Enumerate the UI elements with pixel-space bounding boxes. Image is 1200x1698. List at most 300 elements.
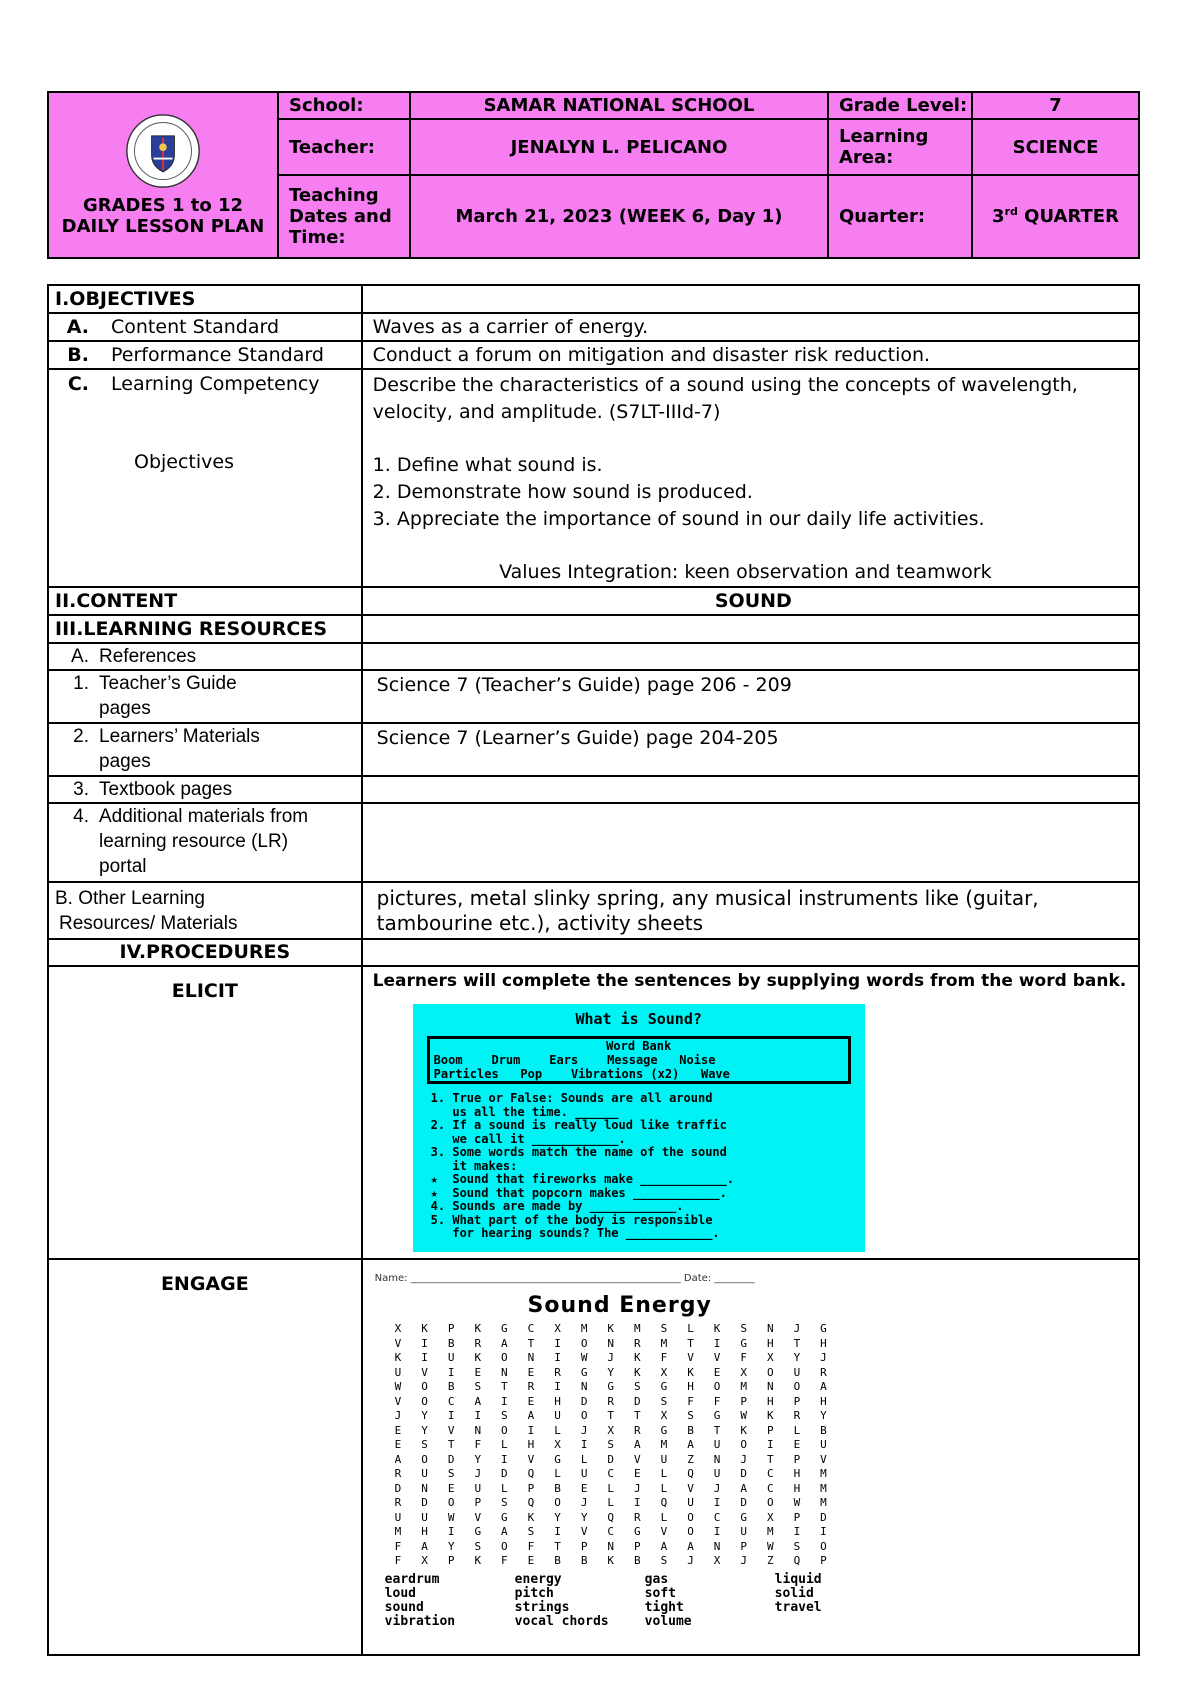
teachers-guide-value: Science 7 (Teacher’s Guide) page 206 - 209: [362, 670, 1139, 723]
grid-letter: K: [766, 1409, 774, 1422]
grid-letter: U: [740, 1525, 747, 1538]
grid-letter: J: [740, 1452, 747, 1466]
grid-letter: O: [501, 1351, 508, 1364]
grid-letter: M: [820, 1496, 827, 1509]
grid-letter: K: [474, 1554, 482, 1567]
grid-letter: J: [793, 1322, 801, 1335]
grid-letter: M: [660, 1438, 668, 1451]
grid-letter: Z: [687, 1452, 694, 1466]
area-label: Learning Area:: [828, 119, 972, 175]
grid-row: [385, 1540, 865, 1555]
dates-label: Teaching Dates and Time:: [278, 175, 410, 258]
grid-letter: N: [474, 1423, 482, 1437]
grid-letter: T: [634, 1409, 641, 1422]
word-list-item: soft: [644, 1585, 676, 1601]
grid-letter: O: [447, 1496, 455, 1509]
grid-letter: W: [447, 1510, 455, 1524]
grid-letter: U: [447, 1351, 455, 1364]
grid-letter: M: [766, 1525, 774, 1538]
procedures-heading: IV.PROCEDURES: [48, 939, 362, 966]
grid-letter: R: [634, 1510, 641, 1524]
grid-letter: M: [820, 1467, 827, 1480]
grid-letter: L: [660, 1467, 668, 1480]
star1: ★ Sound that fireworks make ____________.: [430, 1172, 735, 1186]
references-blank: [362, 643, 1139, 670]
grid-letter: L: [793, 1423, 801, 1437]
grid-letter: N: [421, 1481, 428, 1495]
grid-letter: G: [713, 1409, 721, 1422]
grid-letter: K: [474, 1351, 482, 1364]
grid-letter: A: [474, 1394, 482, 1408]
grid-letter: O: [501, 1423, 508, 1437]
grid-letter: Q: [660, 1496, 668, 1509]
grid-letter: I: [554, 1351, 561, 1364]
grid-letter: E: [527, 1365, 535, 1379]
grid-letter: V: [820, 1452, 827, 1466]
grid-letter: D: [607, 1452, 615, 1466]
content-standard-label: A. Content Standard: [48, 313, 362, 341]
word-search-grid: [385, 1322, 865, 1569]
grid-letter: Y: [580, 1510, 588, 1524]
grid-letter: E: [634, 1467, 641, 1480]
grid-letter: X: [421, 1554, 428, 1567]
grid-letter: V: [634, 1452, 641, 1466]
grid-letter: I: [501, 1452, 508, 1466]
grid-letter: K: [421, 1322, 428, 1335]
grid-letter: A: [527, 1409, 535, 1422]
grid-letter: U: [421, 1510, 428, 1524]
grid-letter: M: [634, 1322, 641, 1335]
grid-letter: J: [607, 1351, 615, 1364]
additional-materials-blank: [362, 803, 1139, 882]
grid-letter: K: [607, 1322, 615, 1335]
grid-letter: O: [713, 1380, 721, 1393]
content-value: SOUND: [362, 587, 1139, 615]
grid-letter: N: [607, 1336, 615, 1350]
grid-row: [385, 1525, 865, 1540]
grid-letter: J: [580, 1496, 588, 1509]
grid-letter: U: [554, 1409, 561, 1422]
word-list-item: [775, 1615, 905, 1629]
grid-letter: A: [687, 1438, 694, 1451]
grid-letter: H: [421, 1525, 428, 1538]
grid-row: [385, 1438, 865, 1453]
grid-letter: N: [713, 1539, 721, 1553]
word-list-item: sound: [384, 1599, 424, 1615]
grid-letter: J: [634, 1481, 641, 1495]
grid-letter: T: [554, 1539, 561, 1553]
grid-letter: C: [766, 1467, 774, 1480]
grid-letter: C: [447, 1394, 455, 1408]
grid-letter: U: [421, 1467, 428, 1480]
grid-letter: A: [634, 1438, 641, 1451]
grid-letter: E: [793, 1438, 801, 1451]
grid-letter: B: [554, 1554, 561, 1567]
grid-letter: O: [554, 1496, 561, 1509]
grid-letter: I: [447, 1365, 455, 1379]
grid-letter: B: [447, 1380, 455, 1393]
grid-letter: S: [474, 1539, 482, 1553]
textbook-blank: [362, 776, 1139, 803]
grid-letter: U: [660, 1452, 668, 1466]
grid-letter: T: [793, 1336, 801, 1350]
q1: 1. True or False: Sounds are all around: [430, 1091, 713, 1105]
objective-1: 1. Define what sound is.: [372, 454, 603, 476]
quarter-num: 3: [992, 206, 1005, 228]
grid-letter: P: [634, 1539, 641, 1553]
word-bank: [427, 1036, 851, 1084]
grid-letter: J: [740, 1554, 747, 1567]
other-resources-value: pictures, metal slinky spring, any musical instruments like (guitar, tambourine etc.), activity sheets: [362, 882, 1139, 939]
grid-letter: L: [687, 1322, 694, 1335]
grid-letter: P: [580, 1539, 588, 1553]
grid-row: [385, 1482, 865, 1497]
grid-letter: Y: [474, 1452, 482, 1466]
school-label: School:: [278, 92, 410, 119]
quarter-label: Quarter:: [828, 175, 972, 258]
grid-letter: U: [687, 1496, 694, 1509]
additional-materials-label: 4. Additional materials from learning resource (LR) portal: [48, 803, 362, 882]
grid-letter: O: [580, 1409, 588, 1422]
other-resources-label: B. Other Learning Resources/ Materials: [48, 882, 362, 939]
objective-3: 3. Appreciate the importance of sound in our daily life activities.: [372, 508, 985, 530]
grid-letter: I: [554, 1525, 561, 1538]
grid-letter: A: [660, 1539, 668, 1553]
grid-letter: X: [554, 1438, 561, 1451]
grid-letter: M: [394, 1525, 402, 1538]
worksheet2-name-line: Name: ______________________________________________________ Date: ________: [374, 1273, 755, 1284]
worksheet1-questions: [413, 1092, 865, 1241]
grid-letter: V: [421, 1365, 428, 1379]
grid-letter: H: [820, 1336, 827, 1350]
grid-letter: I: [554, 1380, 561, 1393]
grid-letter: S: [474, 1380, 482, 1393]
procedures-heading-blank: [362, 939, 1139, 966]
grid-letter: S: [660, 1322, 668, 1335]
engage-label: ENGAGE: [48, 1259, 362, 1655]
worksheet1-title: What is Sound?: [575, 1010, 702, 1028]
grid-letter: C: [766, 1481, 774, 1495]
objectives-label: Objectives: [134, 451, 234, 473]
word-list-item: travel: [774, 1599, 822, 1615]
grid-letter: C: [607, 1467, 615, 1480]
grid-letter: L: [580, 1452, 588, 1466]
grid-letter: Y: [820, 1409, 827, 1422]
grid-letter: G: [607, 1380, 615, 1393]
grid-letter: X: [554, 1322, 561, 1335]
grid-letter: P: [766, 1423, 774, 1437]
grid-letter: R: [474, 1336, 482, 1350]
grid-letter: T: [527, 1336, 535, 1350]
grid-letter: P: [820, 1554, 827, 1567]
competency-label: Learning Competency: [111, 373, 320, 395]
grid-letter: O: [766, 1365, 774, 1379]
grid-letter: R: [527, 1380, 535, 1393]
grid-letter: T: [501, 1380, 508, 1393]
grid-letter: F: [501, 1554, 508, 1567]
grid-letter: S: [634, 1380, 641, 1393]
grid-letter: G: [554, 1452, 561, 1466]
grid-letter: Q: [793, 1554, 801, 1567]
grid-letter: B: [554, 1481, 561, 1495]
performance-standard-label: B. Performance Standard: [48, 341, 362, 369]
word-list-item: pitch: [514, 1585, 554, 1601]
grid-letter: P: [793, 1510, 801, 1524]
grid-letter: S: [527, 1525, 535, 1538]
competency-label-cell: C. Learning Competency Objectives: [48, 369, 362, 587]
grid-letter: G: [740, 1510, 747, 1524]
header-plan-cell: [48, 92, 278, 258]
grid-letter: I: [713, 1525, 721, 1538]
grid-letter: X: [660, 1365, 668, 1379]
grade-value: 7: [972, 92, 1139, 119]
grid-letter: S: [501, 1409, 508, 1422]
grid-letter: S: [660, 1554, 668, 1567]
grid-letter: W: [394, 1380, 402, 1393]
grid-letter: G: [740, 1336, 747, 1350]
grid-letter: J: [394, 1409, 402, 1422]
grid-letter: F: [394, 1554, 402, 1567]
grid-letter: S: [447, 1467, 455, 1480]
grid-letter: L: [660, 1510, 668, 1524]
lesson-table: [47, 284, 1140, 1656]
worksheet2-title: Sound Energy: [527, 1293, 712, 1318]
grid-letter: N: [766, 1380, 774, 1393]
learners-materials-value: Science 7 (Learner’s Guide) page 204-205: [362, 723, 1139, 776]
grid-letter: N: [501, 1365, 508, 1379]
grid-letter: G: [820, 1322, 827, 1335]
grid-letter: M: [740, 1380, 747, 1393]
grid-letter: E: [394, 1438, 402, 1451]
word-list-item: solid: [774, 1585, 814, 1601]
grid-letter: Y: [607, 1365, 615, 1379]
grid-letter: V: [660, 1525, 668, 1538]
grid-letter: L: [554, 1467, 561, 1480]
grid-letter: R: [394, 1467, 402, 1480]
q5: 5. What part of the body is responsible: [430, 1212, 713, 1227]
grid-letter: O: [580, 1336, 588, 1350]
word-list-item: liquid: [774, 1571, 822, 1587]
plan-title-line1: GRADES 1 to 12: [82, 195, 244, 216]
content-standard-value: Waves as a carrier of energy.: [362, 313, 1139, 341]
grid-letter: E: [447, 1481, 455, 1495]
grid-letter: U: [474, 1481, 482, 1495]
grid-letter: S: [687, 1409, 694, 1422]
grid-letter: P: [447, 1322, 455, 1335]
grid-letter: I: [713, 1496, 721, 1509]
grid-letter: K: [607, 1554, 615, 1567]
word-bank-row1: Boom Drum Ears Message Noise: [433, 1053, 716, 1067]
grid-letter: G: [580, 1365, 588, 1379]
grid-letter: V: [474, 1510, 482, 1524]
grid-letter: B: [634, 1554, 641, 1567]
grade-label: Grade Level:: [828, 92, 972, 119]
grid-row: [385, 1554, 865, 1569]
grid-row: [385, 1366, 865, 1381]
grid-letter: V: [447, 1423, 455, 1437]
grid-letter: R: [634, 1336, 641, 1350]
grid-letter: M: [660, 1336, 668, 1350]
grid-letter: H: [766, 1336, 774, 1350]
grid-letter: I: [421, 1351, 428, 1364]
grid-letter: R: [554, 1365, 561, 1379]
grid-letter: B: [580, 1554, 588, 1567]
grid-letter: B: [447, 1336, 455, 1350]
grid-letter: G: [501, 1322, 508, 1335]
grid-row: [385, 1467, 865, 1482]
grid-letter: U: [820, 1438, 827, 1451]
grid-letter: I: [634, 1496, 641, 1509]
grid-letter: O: [793, 1380, 801, 1393]
teachers-guide-label: 1. Teacher’s Guide pages: [48, 670, 362, 723]
grid-letter: H: [687, 1380, 694, 1393]
grid-letter: E: [580, 1481, 588, 1495]
school-value: SAMAR NATIONAL SCHOOL: [410, 92, 828, 119]
engage-content: [362, 1259, 1139, 1655]
quarter-value: [972, 175, 1139, 258]
grid-letter: L: [607, 1481, 615, 1495]
grid-letter: A: [501, 1525, 508, 1538]
grid-letter: R: [607, 1394, 615, 1408]
grid-letter: R: [634, 1423, 641, 1437]
grid-letter: Q: [607, 1510, 615, 1524]
grid-letter: I: [447, 1525, 455, 1538]
grid-letter: A: [820, 1380, 827, 1393]
grid-letter: K: [474, 1322, 482, 1335]
resources-heading: III.LEARNING RESOURCES: [48, 615, 362, 643]
grid-row: [385, 1395, 865, 1410]
grid-letter: I: [501, 1394, 508, 1408]
grid-letter: V: [394, 1394, 402, 1408]
grid-letter: T: [713, 1423, 721, 1437]
q3: 3. Some words match the name of the sound: [430, 1145, 727, 1159]
q1b: us all the time. ______: [430, 1104, 619, 1119]
grid-letter: B: [820, 1423, 827, 1437]
grid-letter: U: [713, 1438, 721, 1451]
grid-letter: U: [394, 1510, 402, 1524]
grid-letter: C: [713, 1510, 721, 1524]
star2: ★ Sound that popcorn makes ____________.: [430, 1185, 727, 1200]
grid-letter: K: [713, 1322, 721, 1335]
grid-row: [385, 1380, 865, 1395]
teacher-value: JENALYN L. PELICANO: [410, 119, 828, 175]
grid-letter: D: [447, 1452, 455, 1466]
word-bank-title: Word Bank: [606, 1039, 672, 1053]
grid-letter: K: [527, 1510, 535, 1524]
grid-letter: L: [501, 1438, 508, 1451]
grid-letter: F: [474, 1438, 482, 1451]
grid-letter: I: [527, 1423, 535, 1437]
word-list-item: tight: [644, 1599, 684, 1615]
grid-letter: V: [394, 1336, 402, 1350]
grid-letter: V: [580, 1525, 588, 1538]
grid-letter: S: [607, 1438, 615, 1451]
grid-letter: P: [740, 1539, 747, 1553]
resources-heading-blank: [362, 615, 1139, 643]
grid-letter: U: [394, 1365, 402, 1379]
grid-letter: G: [634, 1525, 641, 1538]
grid-letter: X: [607, 1423, 615, 1437]
q5b: for hearing sounds? The ____________.: [430, 1226, 720, 1240]
grid-letter: I: [793, 1525, 801, 1538]
grid-letter: J: [580, 1423, 588, 1437]
grid-letter: I: [766, 1438, 774, 1451]
grid-letter: X: [766, 1510, 774, 1524]
grid-row: [385, 1424, 865, 1439]
grid-letter: A: [394, 1452, 402, 1466]
grid-letter: L: [607, 1496, 615, 1509]
elicit-label: ELICIT: [48, 966, 362, 1259]
grid-letter: G: [501, 1510, 508, 1524]
grid-letter: X: [740, 1365, 747, 1379]
grid-letter: S: [501, 1496, 508, 1509]
grid-letter: I: [447, 1409, 455, 1422]
teacher-label: Teacher:: [278, 119, 410, 175]
grid-letter: M: [820, 1481, 827, 1495]
grid-letter: W: [580, 1351, 588, 1364]
grid-letter: X: [394, 1322, 402, 1335]
grid-letter: H: [793, 1467, 801, 1480]
grid-letter: O: [766, 1496, 774, 1509]
grid-letter: X: [766, 1351, 774, 1364]
grid-letter: A: [501, 1336, 508, 1350]
competency-value-cell: [362, 369, 1139, 587]
grid-letter: Z: [766, 1554, 774, 1567]
grid-letter: W: [793, 1496, 801, 1509]
grid-letter: U: [580, 1467, 588, 1480]
grid-row: [385, 1409, 865, 1424]
grid-letter: R: [793, 1409, 801, 1422]
grid-letter: S: [793, 1539, 801, 1553]
grid-letter: N: [766, 1322, 774, 1335]
grid-letter: O: [421, 1452, 428, 1466]
grid-letter: J: [687, 1554, 694, 1567]
grid-letter: D: [634, 1394, 641, 1408]
grid-letter: W: [740, 1409, 747, 1422]
grid-letter: P: [447, 1554, 455, 1567]
grid-letter: Y: [421, 1423, 428, 1437]
grid-letter: P: [793, 1394, 801, 1408]
grid-letter: N: [580, 1380, 588, 1393]
grid-letter: N: [713, 1452, 721, 1466]
grid-letter: R: [394, 1496, 402, 1509]
grid-letter: T: [447, 1438, 455, 1451]
deped-seal-icon: [125, 113, 201, 189]
grid-letter: H: [554, 1394, 561, 1408]
content-heading: II.CONTENT: [48, 587, 362, 615]
grid-letter: X: [660, 1409, 668, 1422]
grid-row: [385, 1511, 865, 1526]
grid-letter: I: [554, 1336, 561, 1350]
grid-row: [385, 1351, 865, 1366]
elicit-content: [362, 966, 1139, 1259]
dates-value: March 21, 2023 (WEEK 6, Day 1): [410, 175, 828, 258]
grid-letter: O: [687, 1525, 694, 1538]
grid-letter: H: [766, 1394, 774, 1408]
values-integration: Values Integration: keen observation and teamwork: [499, 561, 992, 583]
grid-letter: I: [421, 1336, 428, 1350]
grid-letter: E: [474, 1365, 482, 1379]
grid-letter: J: [713, 1481, 721, 1495]
word-list-item: volume: [644, 1613, 692, 1629]
grid-letter: L: [554, 1423, 561, 1437]
grid-letter: R: [820, 1365, 827, 1379]
grid-letter: H: [793, 1481, 801, 1495]
grid-row: [385, 1496, 865, 1511]
grid-letter: O: [687, 1510, 694, 1524]
grid-letter: N: [607, 1539, 615, 1553]
word-list: [385, 1573, 865, 1629]
